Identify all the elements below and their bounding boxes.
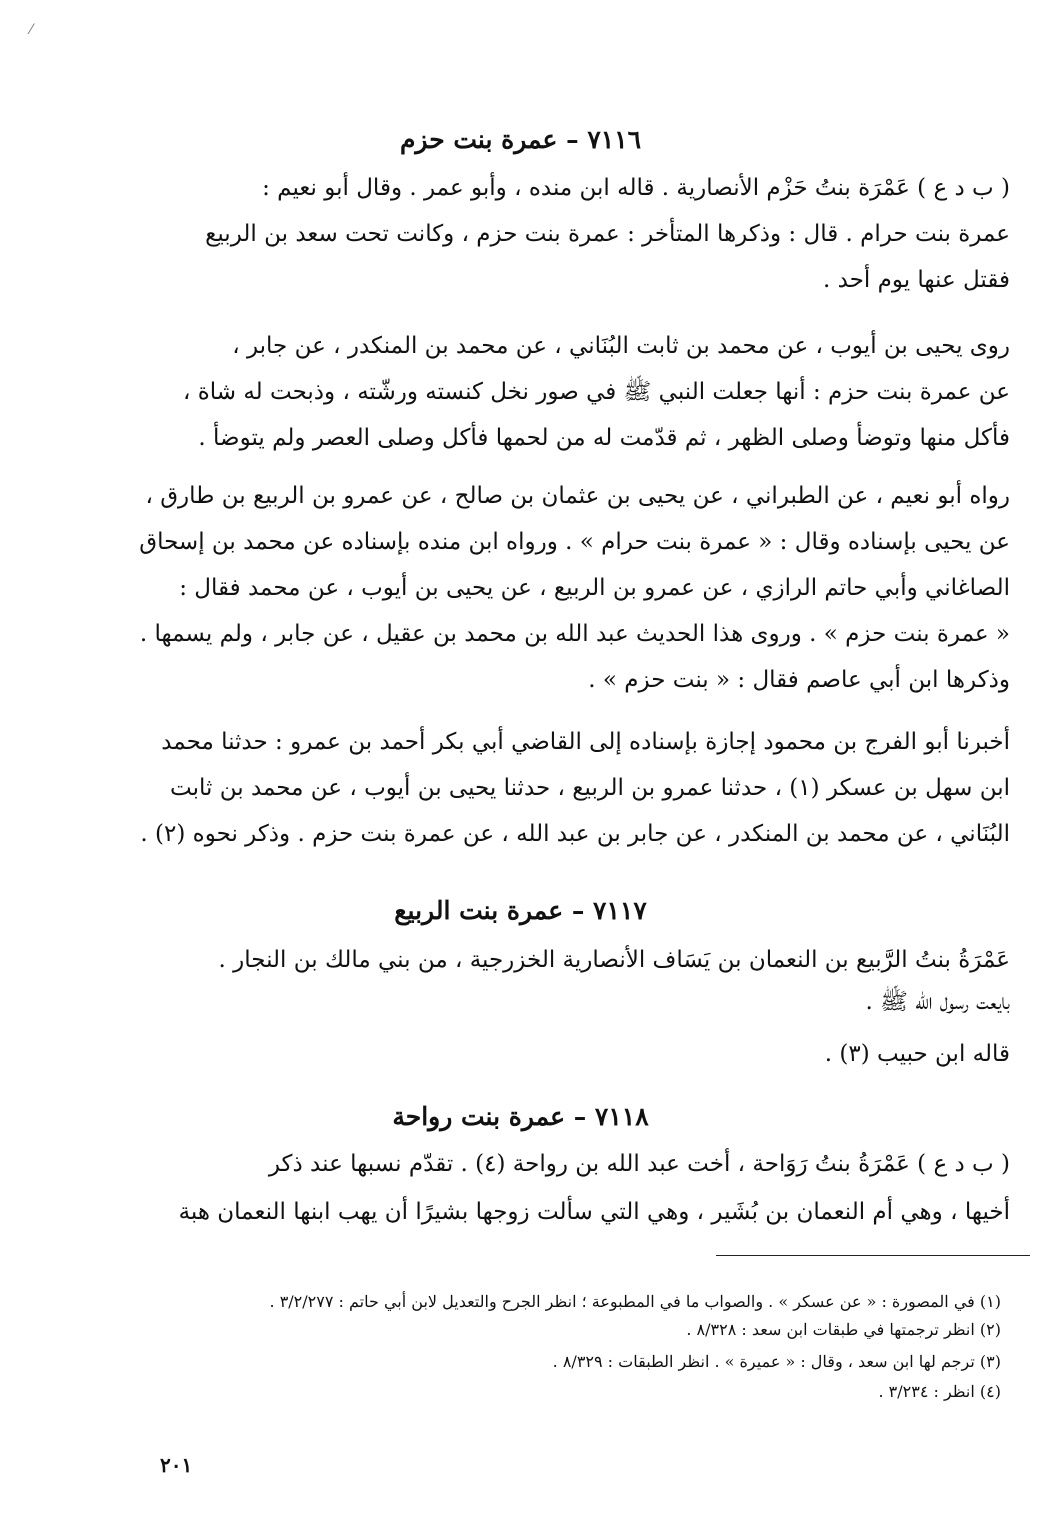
text-line: فأكل منها وتوضأ وصلى الظهر ، ثم قدّمت له من لحمها فأكل وصلى العصر ولم يتوضأ . xyxy=(198,425,1010,451)
text-line: بايعت رسول الله ﷺ . xyxy=(865,989,1010,1015)
entry-title: ٧١١٨ – عمرة بنت رواحة xyxy=(392,1102,649,1131)
page-number: ٢٠١ xyxy=(160,1453,193,1477)
text-line: روى يحيى بن أيوب ، عن محمد بن ثابت البُنَاني ، عن محمد بن المنكدر ، عن جابر ، xyxy=(232,333,1010,359)
text-line: البُنَاني ، عن محمد بن المنكدر ، عن جابر بن عبد الله ، عن عمرة بنت حزم . وذكر نحوه (٢) . xyxy=(140,821,1010,847)
text-line: وذكرها ابن أبي عاصم فقال : « بنت حزم » . xyxy=(588,667,1010,693)
text-line: « عمرة بنت حزم » . وروى هذا الحديث عبد الله بن محمد بن عقيل ، عن جابر ، ولم يسمها . xyxy=(139,621,1010,647)
text-line: عمرة بنت حرام . قال : وذكرها المتأخر : عمرة بنت حزم ، وكانت تحت سعد بن الربيع xyxy=(205,221,1010,247)
text-line: رواه أبو نعيم ، عن الطبراني ، عن يحيى بن عثمان بن صالح ، عن عمرو بن الربيع بن طارق ، xyxy=(145,483,1010,509)
text-line: فقتل عنها يوم أحد . xyxy=(822,267,1010,293)
text-line: ( ب د ع ) عَمْرَةُ بنتُ رَوَاحة ، أخت عبد الله بن رواحة (٤) . تقدّم نسبها عند ذكر xyxy=(268,1151,1010,1177)
text-line: قاله ابن حبيب (٣) . xyxy=(824,1041,1010,1067)
footnote-divider xyxy=(716,1255,1030,1256)
text-line: أخيها ، وهي أم النعمان بن بُشَير ، وهي التي سألت زوجها بشيرًا أن يهب ابنها النعمان هبة xyxy=(178,1199,1010,1225)
footnote: (٤) انظر : ٣/٢٣٤ . xyxy=(878,1382,1001,1401)
entry-title: ٧١١٧ – عمرة بنت الربيع xyxy=(394,896,647,925)
text-line: الصاغاني وأبي حاتم الرازي ، عن عمرو بن الربيع ، عن يحيى بن أيوب ، عن محمد فقال : xyxy=(179,575,1010,601)
text-line: ابن سهل بن عسكر (١) ، حدثنا عمرو بن الربيع ، حدثنا يحيى بن أيوب ، عن محمد بن ثابت xyxy=(170,775,1010,801)
text-line: عن عمرة بنت حزم : أنها جعلت النبي ﷺ في صور نخل كنسته ورشّته ، وذبحت له شاة ، xyxy=(182,379,1010,405)
text-line: ( ب د ع ) عَمْرَة بنتُ حَزْم الأنصارية . قاله ابن منده ، وأبو عمر . وقال أبو نعيم : xyxy=(262,175,1010,201)
text-line: عن يحيى بإسناده وقال : « عمرة بنت حرام » . ورواه ابن منده بإسناده عن محمد بن إسحاق xyxy=(139,529,1010,555)
footnote: (١) في المصورة : « عن عسكر » . والصواب ما في المطبوعة ؛ انظر الجرح والتعديل لابن أبي حاتم : ٣/٢/٢٧٧ . xyxy=(269,1292,1001,1311)
text-line: أخبرنا أبو الفرج بن محمود إجازة بإسناده إلى القاضي أبي بكر أحمد بن عمرو : حدثنا محمد xyxy=(161,729,1010,755)
entry-title: ٧١١٦ – عمرة بنت حزم xyxy=(399,125,642,154)
footnote: (٢) انظر ترجمتها في طبقات ابن سعد : ٨/٣٢٨ . xyxy=(686,1320,1001,1339)
footnote: (٣) ترجم لها ابن سعد ، وقال : « عميرة » . انظر الطبقات : ٨/٣٢٩ . xyxy=(552,1352,1001,1371)
text-line: عَمْرَةُ بنتُ الرَّبيع بن النعمان بن يَسَاف الأنصارية الخزرجية ، من بني مالك بن النجار . xyxy=(218,947,1010,973)
scan-mark: ⁄ xyxy=(30,22,33,38)
